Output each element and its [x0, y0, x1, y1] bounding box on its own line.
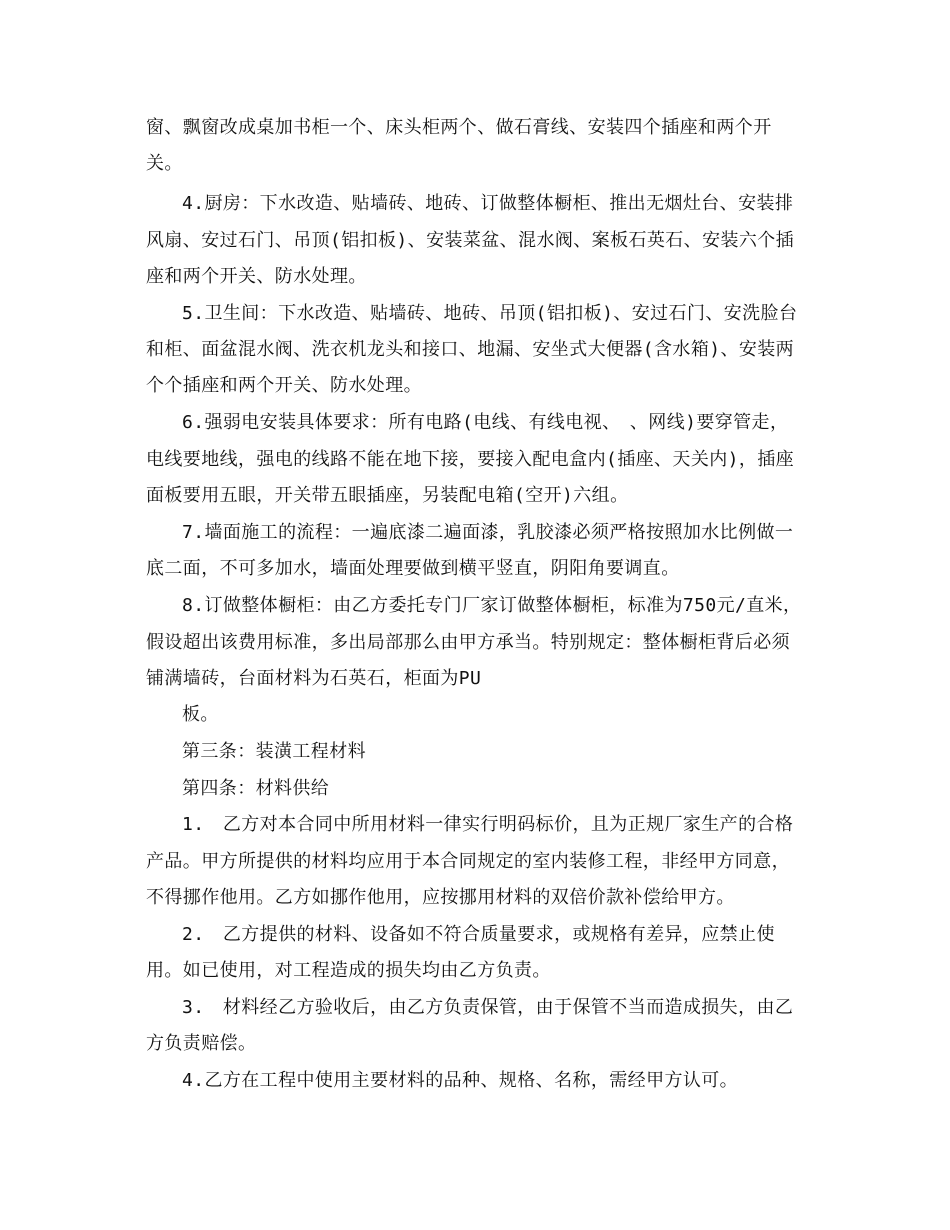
text-line: 关。 — [146, 153, 183, 174]
text-line: 铺满墙砖，台面材料为石英石，柜面为PU — [146, 668, 482, 689]
text-line: 座和两个开关、防水处理。 — [146, 266, 367, 287]
text-line: 个个插座和两个开关、防水处理。 — [146, 375, 422, 396]
text-line: 板。 — [182, 704, 219, 725]
text-line: 1. 乙方对本合同中所用材料一律实行明码标价，且为正规厂家生产的合格 — [182, 814, 794, 835]
text-line: 面板要用五眼，开关带五眼插座，另装配电箱(空开)六组。 — [146, 485, 629, 506]
text-line: 不得挪作他用。乙方如挪作他用，应按挪用材料的双倍价款补偿给甲方。 — [146, 887, 735, 908]
text-line: 5.卫生间：下水改造、贴墙砖、地砖、吊顶(铝扣板)、安过石门、安洗脸台 — [182, 303, 798, 324]
text-line: 7.墙面施工的流程：一遍底漆二遍面漆，乳胶漆必须严格按照加水比例做一 — [182, 522, 794, 543]
text-line: 方负责赔偿。 — [146, 1033, 257, 1054]
text-line: 和柜、面盆混水阀、洗衣机龙头和接口、地漏、安坐式大便器(含水箱)、安装两 — [146, 339, 795, 360]
text-line: 3. 材料经乙方验收后，由乙方负责保管，由于保管不当而造成损失，由乙 — [182, 997, 794, 1018]
text-line: 电线要地线，强电的线路不能在地下接，要接入配电盒内(插座、天关内)，插座 — [146, 449, 795, 470]
section-heading: 第四条：材料供给 — [182, 778, 330, 799]
text-line: 假设超出该费用标准，多出局部那么由甲方承当。特别规定：整体橱柜背后必须 — [146, 632, 790, 653]
text-line: 用。如已使用，对工程造成的损失均由乙方负责。 — [146, 960, 551, 981]
text-line: 6.强弱电安装具体要求：所有电路(电线、有线电视、 、网线)要穿管走， — [182, 412, 789, 433]
text-line: 8.订做整体橱柜：由乙方委托专门厂家订做整体橱柜，标准为750元/直米， — [182, 595, 802, 616]
section-heading: 第三条：装潢工程材料 — [182, 741, 366, 762]
text-line: 底二面，不可多加水，墙面处理要做到横平竖直，阴阳角要调直。 — [146, 558, 680, 579]
text-line: 4.乙方在工程中使用主要材料的品种、规格、名称，需经甲方认可。 — [182, 1070, 739, 1091]
text-line: 风扇、安过石门、吊顶(铝扣板)、安装菜盆、混水阀、案板石英石、安装六个插 — [146, 230, 795, 251]
text-line: 产品。甲方所提供的材料均应用于本合同规定的室内装修工程，非经甲方同意， — [146, 851, 790, 872]
text-line: 4.厨房：下水改造、贴墙砖、地砖、订做整体橱柜、推出无烟灶台、安装排 — [182, 193, 794, 214]
text-line: 窗、飘窗改成桌加书柜一个、床头柜两个、做石膏线、安装四个插座和两个开 — [146, 117, 772, 138]
text-line: 2. 乙方提供的材料、设备如不符合质量要求，或规格有差异，应禁止使 — [182, 924, 775, 945]
